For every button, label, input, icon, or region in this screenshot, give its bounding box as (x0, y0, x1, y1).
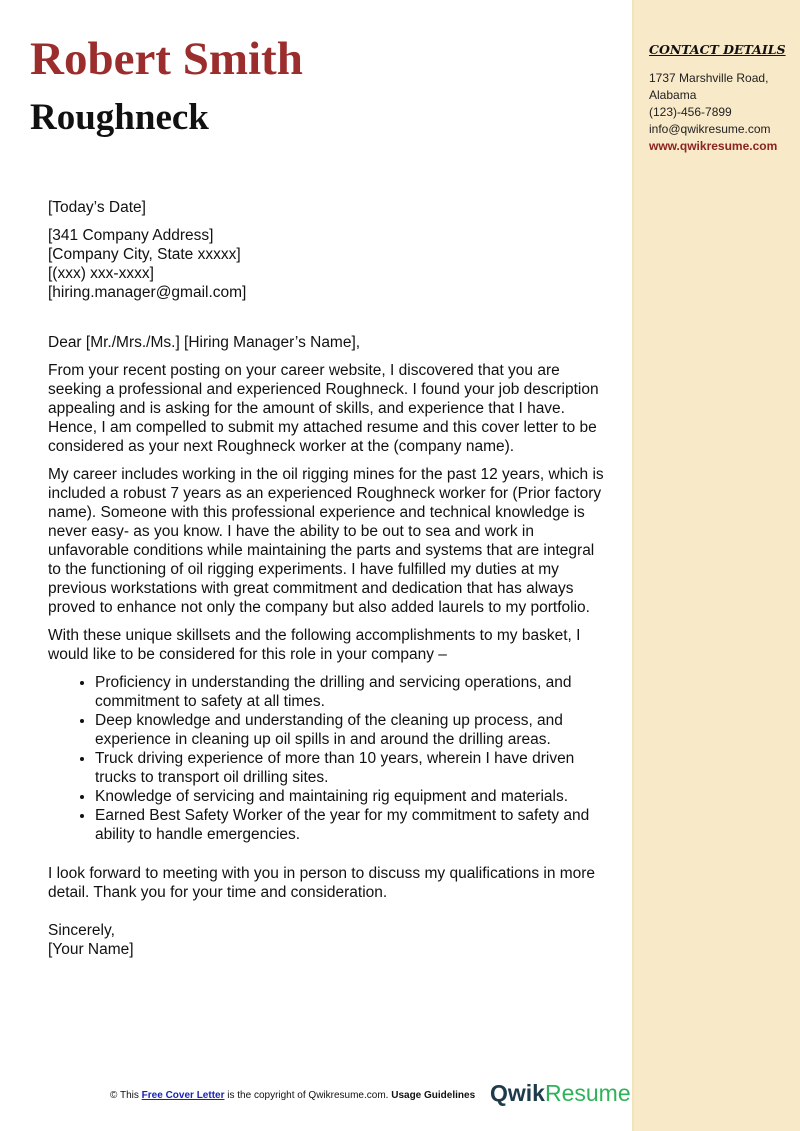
paragraph-2: My career includes working in the oil rigging mines for the past 12 years, which is included a robust 7 years as an experienced Roughneck worker for (Prior factory name). Someone with this professional experience and technical knowledge is never easy- as you know. I have the ability to be out to sea and work in unfavorable conditions while maintaining the parts and systems that are integral to the functioning of oil rigging experiments. I have fulfilled my duties at my previous workstations with great commitment and dedication that has always proved to enhance not only the company but also added laurels to my portfolio. (48, 466, 604, 616)
contact-heading: CONTACT DETAILS (649, 42, 786, 57)
contact-sidebar (632, 0, 800, 1131)
date: [Today’s Date] (48, 199, 146, 216)
usage-guidelines-link[interactable]: Usage Guidelines (391, 1090, 476, 1101)
address-line1: 1737 Marshville Road, (649, 71, 769, 85)
address-line2: Alabama (649, 88, 697, 102)
address-line: [hiring.manager@gmail.com] (48, 284, 247, 301)
footer-text: This (119, 1090, 139, 1101)
list-item: • Proficiency in understanding the drilling and servicing operations, and commitment to safety at all times. (95, 673, 608, 711)
free-cover-letter-link[interactable]: Free Cover Letter (141, 1090, 225, 1101)
footer-text: is the copyright of Qwikresume.com. (227, 1090, 389, 1101)
list-item: • Earned Best Safety Worker of the year for my commitment to safety and ability to handle emergencies. (95, 806, 608, 844)
paragraph-4: I look forward to meeting with you in person to discuss my qualifications in more detail. Thank you for your time and consideration. (48, 865, 596, 901)
address-line: [341 Company Address] (48, 227, 214, 244)
list-item: • Knowledge of servicing and maintaining rig equipment and materials. (95, 787, 608, 806)
footer (110, 1090, 475, 1101)
paragraph-3: With these unique skillsets and the following accomplishments to my basket, I would like to be considered for this role in your company – (48, 627, 581, 663)
phone: (123)-456-7899 (649, 105, 732, 119)
applicant-name: Robert Smith (30, 33, 303, 85)
list-item: • Truck driving experience of more than 10 years, wherein I have driven trucks to transport oil drilling sites. (95, 749, 608, 787)
accomplishments-list (48, 673, 608, 844)
copyright-icon: © (110, 1090, 118, 1101)
email: info@qwikresume.com (649, 122, 771, 136)
closing: Sincerely, (48, 922, 115, 939)
letter-body (48, 198, 608, 968)
qwikresume-logo (490, 1080, 631, 1107)
website-link[interactable]: www.qwikresume.com (649, 139, 778, 153)
address-line: [Company City, State xxxxx] (48, 246, 241, 263)
job-title: Roughneck (30, 97, 209, 138)
logo-part: Qwik (490, 1080, 545, 1106)
company-address (48, 226, 608, 302)
signer-name: [Your Name] (48, 941, 134, 958)
address-line: [(xxx) xxx-xxxx] (48, 265, 154, 282)
logo-part: Resume (544, 1080, 631, 1106)
list-item: • Deep knowledge and understanding of the cleaning up process, and experience in cleaning up oil spills in and around the drilling areas. (95, 711, 608, 749)
paragraph-1: From your recent posting on your career website, I discovered that you are seeking a professional and experienced Roughneck. I found your job description appealing and is asking for the amount of skills, and experience that I have. Hence, I am compelled to submit my attached resume and this cover letter to be considered as your next Roughneck worker at the (company name). (48, 362, 599, 455)
salutation: Dear [Mr./Mrs./Ms.] [Hiring Manager’s Name], (48, 334, 361, 351)
signature (48, 921, 608, 959)
